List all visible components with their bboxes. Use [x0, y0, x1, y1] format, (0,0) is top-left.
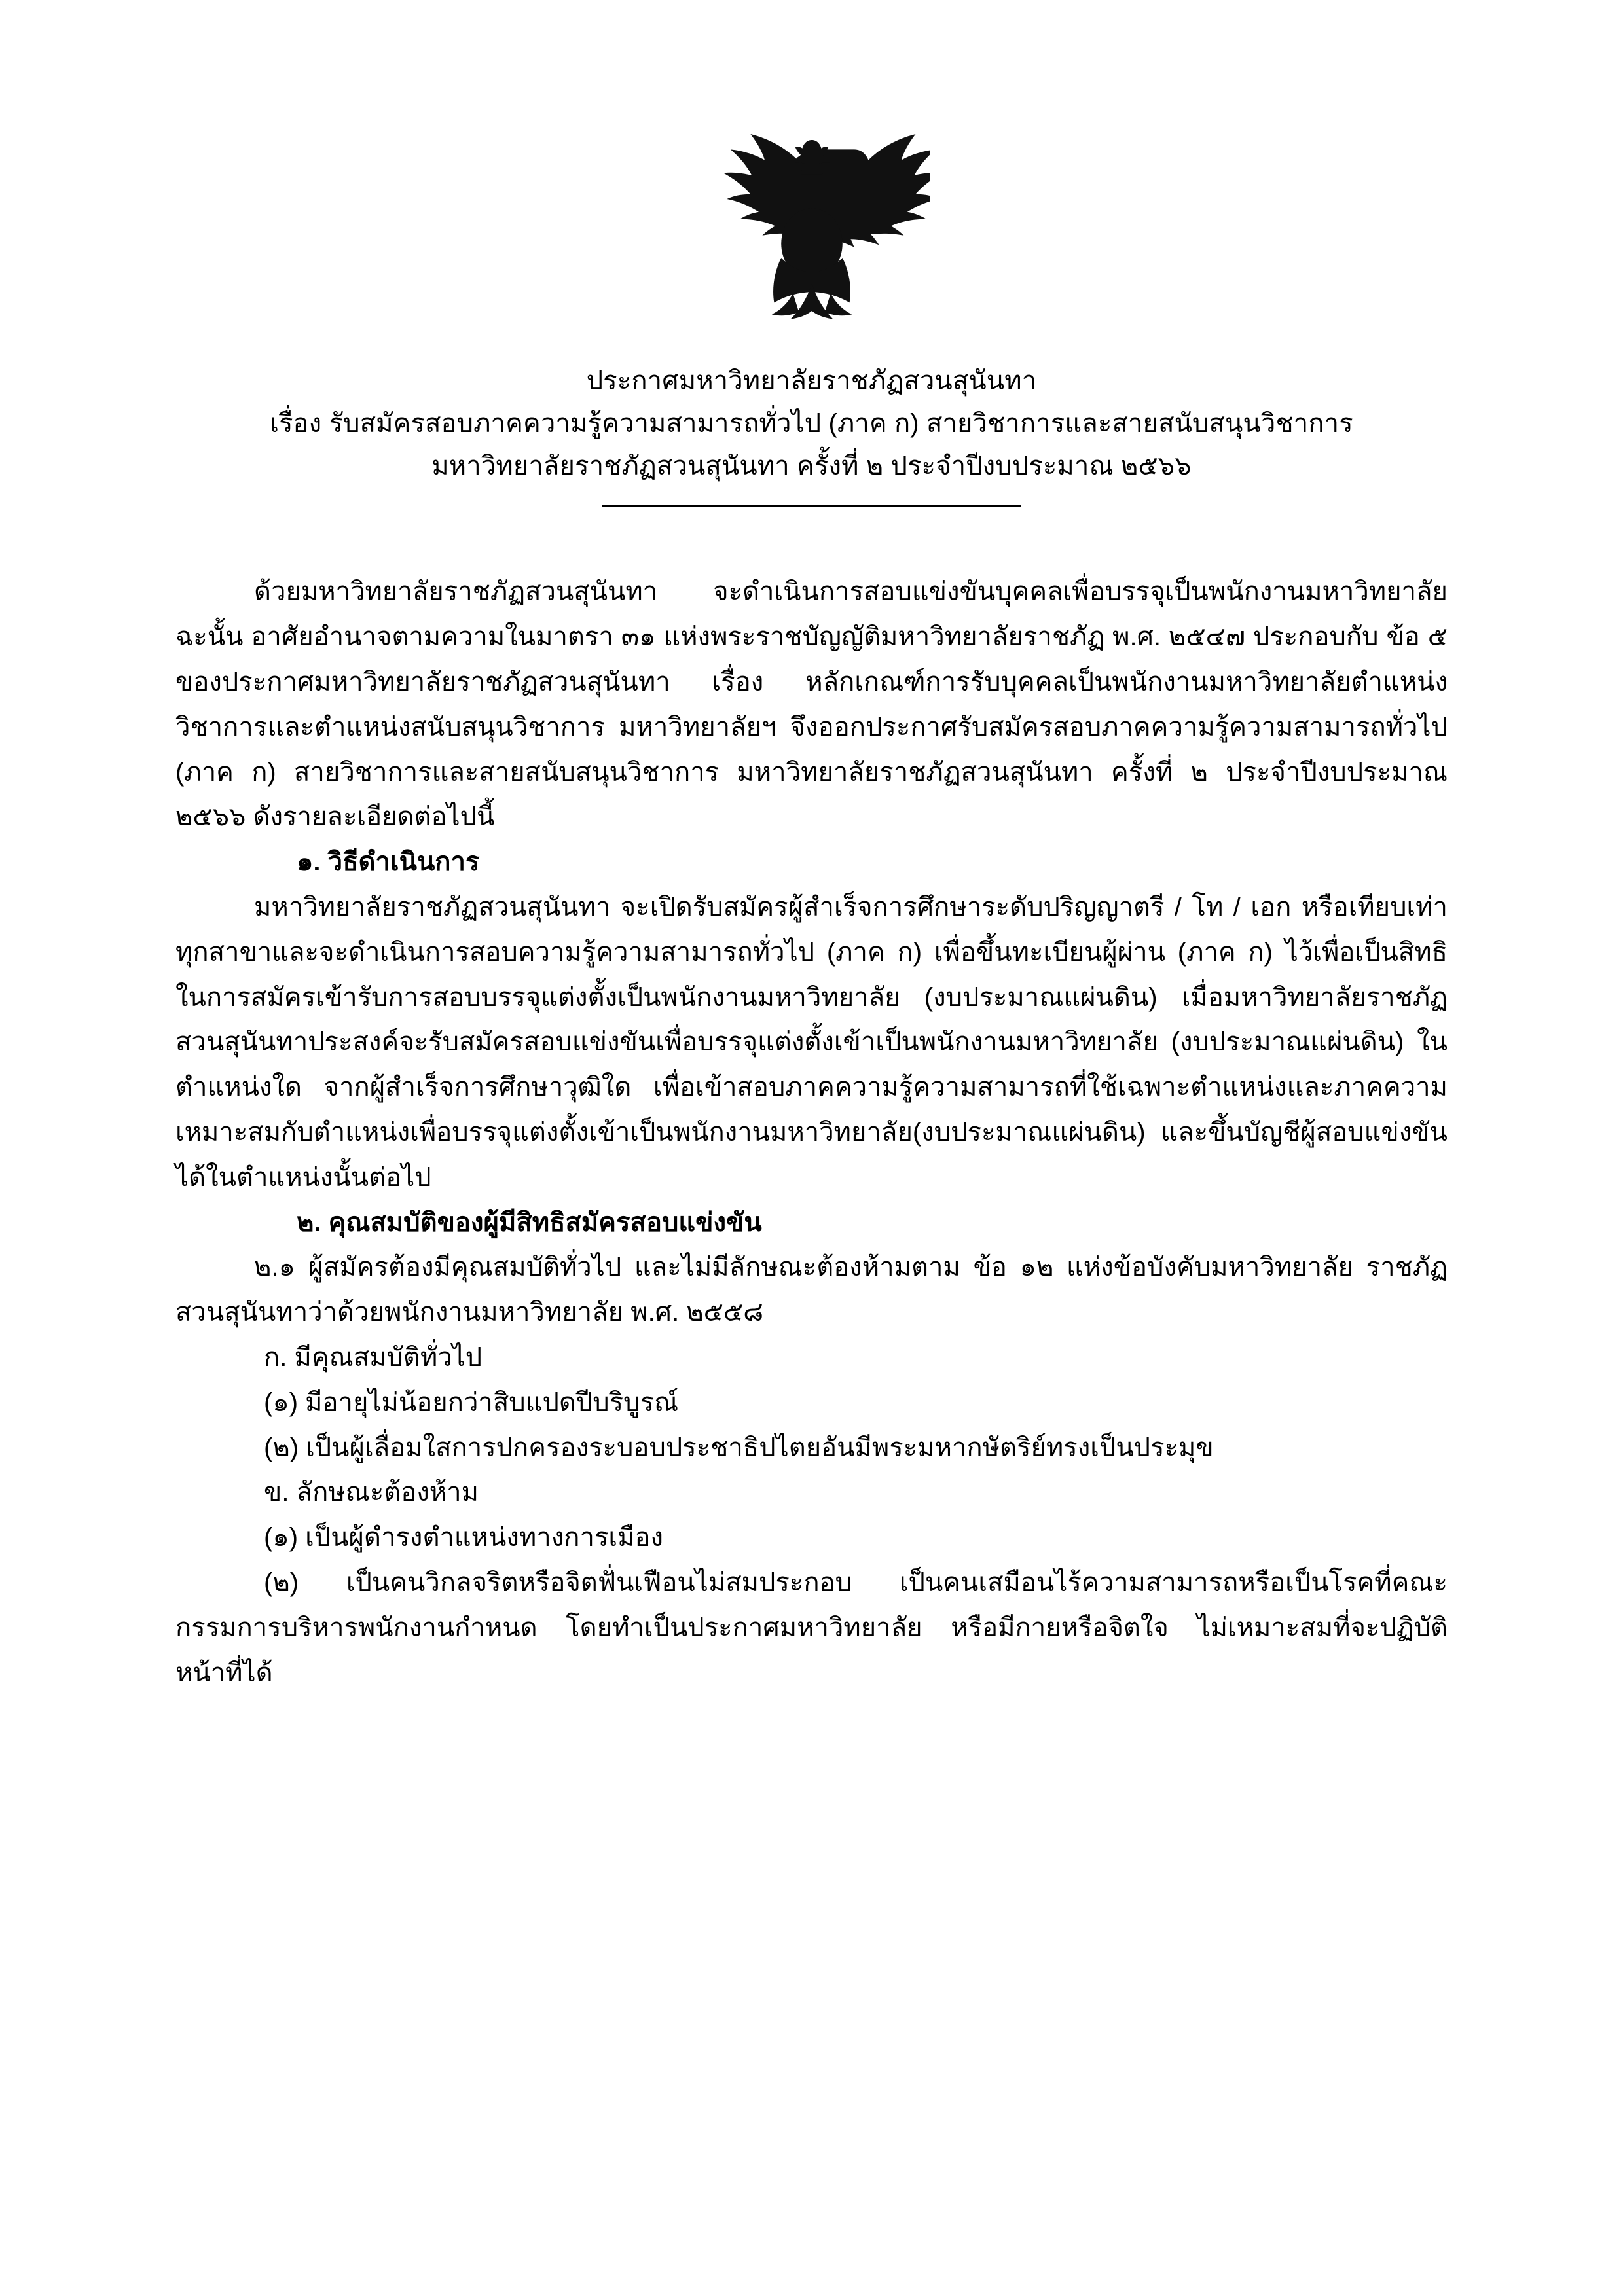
header-line-1: ประกาศมหาวิทยาลัยราชภัฏสวนสุนันทา — [586, 367, 1037, 395]
clause-a-2: (๒) เป็นผู้เลื่อมใสการปกครองระบอบประชาธิปไตยอันมีพระมหากษัตริย์ทรงเป็นประมุข — [264, 1433, 1214, 1462]
document-header — [175, 360, 1448, 487]
header-divider-container — [175, 505, 1448, 507]
section-1-heading: ๑. วิธีดำเนินการ — [297, 848, 480, 877]
header-line-3: มหาวิทยาลัยราชภัฏสวนสุนันทา ครั้งที่ ๒ ประจำปีงบประมาณ ๒๕๖๖ — [431, 451, 1192, 480]
section-1-paragraph: มหาวิทยาลัยราชภัฏสวนสุนันทา จะเปิดรับสมัครผู้สำเร็จการศึกษาระดับปริญญาตรี / โท / เอก หรือเทียบเท่าทุกสาขาและจะดำเนินการสอบความรู้ความสามารถทั่วไป (ภาค ก) เพื่อขึ้นทะเบียนผู้ผ่าน (ภาค ก) ไว้เพื่อเป็นสิทธิในการสมัครเข้ารับการสอบบรรจุแต่งตั้งเป็นพนักงานมหาวิทยาลัย (งบประมาณแผ่นดิน) เมื่อมหาวิทยาลัยราชภัฏสวนสุนันทาประสงค์จะรับสมัครสอบแข่งขันเพื่อบรรจุแต่งตั้งเข้าเป็นพนักงานมหาวิทยาลัย (งบประมาณแผ่นดิน) ในตำแหน่งใด จากผู้สำเร็จการศึกษาวุฒิใด เพื่อเข้าสอบภาคความรู้ความสามารถที่ใช้เฉพาะตำแหน่งและภาคความเหมาะสมกับตำแหน่งเพื่อบรรจุแต่งตั้งเข้าเป็นพนักงานมหาวิทยาลัย(งบประมาณแผ่นดิน) และขึ้นบัญชีผู้สอบแข่งขันได้ในตำแหน่งนั้นต่อไป — [175, 892, 1448, 1192]
document-body — [175, 569, 1448, 1695]
garuda-emblem-icon — [694, 105, 930, 340]
header-line-2: เรื่อง รับสมัครสอบภาคความรู้ความสามารถทั่วไป (ภาค ก) สายวิชาการและสายสนับสนุนวิชาการ — [270, 408, 1353, 438]
clause-2-1: ๒.๑ ผู้สมัครต้องมีคุณสมบัติทั่วไป และไม่มีลักษณะต้องห้ามตาม ข้อ ๑๒ แห่งข้อบังคับมหาวิทยาลัย ราชภัฏสวนสุนันทาว่าด้วยพนักงานมหาวิทยาลัย พ.ศ. ๒๕๕๘ — [175, 1253, 1448, 1327]
clause-a-1: (๑) มีอายุไม่น้อยกว่าสิบแปดปีบริบูรณ์ — [264, 1388, 679, 1417]
clause-b-1: (๑) เป็นผู้ดำรงตำแหน่งทางการเมือง — [264, 1523, 664, 1552]
clause-a: ก. มีคุณสมบัติทั่วไป — [264, 1342, 483, 1372]
emblem-container — [175, 0, 1448, 340]
clause-b-2: (๒) เป็นคนวิกลจริตหรือจิตฟั่นเฟือนไม่สมประกอบ เป็นคนเสมือนไร้ความสามารถหรือเป็นโรคที่คณะกรรมการบริหารพนักงานกำหนด โดยทำเป็นประกาศมหาวิทยาลัย หรือมีกายหรือจิตใจ ไม่เหมาะสมที่จะปฏิบัติหน้าที่ได้ — [175, 1568, 1448, 1687]
intro-paragraph: ด้วยมหาวิทยาลัยราชภัฏสวนสุนันทา จะดำเนินการสอบแข่งขันบุคคลเพื่อบรรจุเป็นพนักงานมหาวิทยาลัย ฉะนั้น อาศัยอำนาจตามความในมาตรา ๓๑ แห่งพระราชบัญญัติมหาวิทยาลัยราชภัฏ พ.ศ. ๒๕๔๗ ประกอบกับ ข้อ ๕ ของประกาศมหาวิทยาลัยราชภัฏสวนสุนันทา เรื่อง หลักเกณฑ์การรับบุคคลเป็นพนักงานมหาวิทยาลัยตำแหน่งวิชาการและตำแหน่งสนับสนุนวิชาการ มหาวิทยาลัยฯ จึงออกประกาศรับสมัครสอบภาคความรู้ความสามารถทั่วไป (ภาค ก) สายวิชาการและสายสนับสนุนวิชาการ มหาวิทยาลัยราชภัฏสวนสุนันทา ครั้งที่ ๒ ประจำปีงบประมาณ ๒๕๖๖ ดังรายละเอียดต่อไปนี้ — [175, 577, 1448, 832]
header-divider — [602, 505, 1021, 507]
section-2-heading: ๒. คุณสมบัติของผู้มีสิทธิสมัครสอบแข่งขัน — [297, 1208, 762, 1237]
clause-b: ข. ลักษณะต้องห้าม — [264, 1478, 479, 1507]
